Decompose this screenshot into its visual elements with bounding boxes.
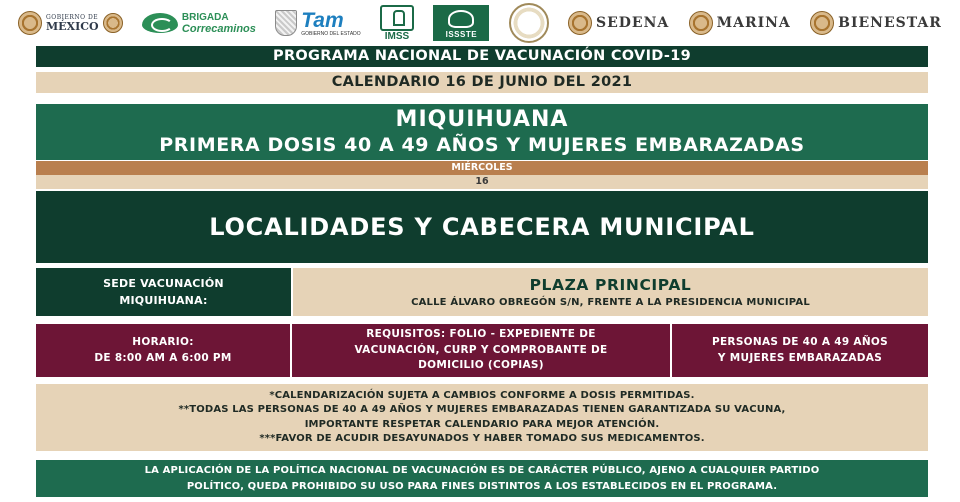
sedena-logo bbox=[568, 11, 669, 35]
target-group-title: PRIMERA DOSIS 40 A 49 AÑOS Y MUJERES EMBARAZADAS bbox=[159, 133, 805, 156]
calendar-date-title: CALENDARIO 16 DE JUNIO DEL 2021 bbox=[36, 72, 928, 93]
legal-disclaimer bbox=[36, 460, 928, 497]
marina-logo-text: MARINA bbox=[716, 15, 791, 31]
brigada-logo-line2: Correcaminos bbox=[181, 22, 256, 35]
target-line1: PERSONAS DE 40 A 49 AÑOS bbox=[711, 335, 889, 348]
bienestar-logo-text: BIENESTAR bbox=[838, 15, 942, 31]
sedena-seal-icon bbox=[568, 11, 592, 35]
marina-logo bbox=[689, 11, 791, 35]
tam-logo-text: Tam bbox=[301, 8, 344, 32]
tamaulipas-logo bbox=[275, 10, 360, 37]
note-line: ***FAVOR DE ACUDIR DESAYUNADOS Y HABER TOMADO SUS MEDICAMENTOS. bbox=[259, 432, 705, 444]
site-label-line1: SEDE VACUNACIÓN bbox=[103, 276, 224, 290]
brigada-correcaminos-logo bbox=[142, 12, 256, 35]
roadrunner-icon bbox=[142, 13, 178, 33]
requirements-line1: REQUISITOS: FOLIO - EXPEDIENTE DE bbox=[366, 327, 596, 340]
venue-address: CALLE ÁLVARO OBREGÓN S/N, FRENTE A LA PRESIDENCIA MUNICIPAL bbox=[411, 297, 810, 308]
national-seal-icon bbox=[18, 11, 42, 35]
imss-logo-text: IMSS bbox=[384, 30, 410, 42]
site-label-line2: MIQUIHUANA: bbox=[119, 294, 208, 307]
issste-logo-text: ISSSTE bbox=[445, 30, 478, 39]
municipality-name: MIQUIHUANA bbox=[395, 107, 569, 133]
target-population-cell bbox=[672, 324, 928, 377]
schedule-value: DE 8:00 AM A 6:00 PM bbox=[94, 351, 232, 364]
venue-name: PLAZA PRINCIPAL bbox=[529, 276, 692, 294]
bienestar-seal-icon bbox=[810, 11, 834, 35]
schedule-cell bbox=[36, 324, 290, 377]
municipality-banner bbox=[36, 104, 928, 160]
marina-seal-icon bbox=[689, 11, 713, 35]
imss-emblem-icon bbox=[380, 5, 414, 31]
notes-box bbox=[36, 384, 928, 451]
program-title: PROGRAMA NACIONAL DE VACUNACIÓN COVID-19 bbox=[36, 46, 928, 67]
note-line: *CALENDARIZACIÓN SUJETA A CAMBIOS CONFORME A DOSIS PERMITIDAS. bbox=[269, 390, 695, 402]
schedule-label: HORARIO: bbox=[132, 335, 194, 348]
disclaimer-line: POLÍTICO, QUEDA PROHIBIDO SU USO PARA FINES DISTINTOS A LOS ESTABLECIDOS EN EL PROGRAMA. bbox=[186, 480, 778, 492]
vaccination-site-row bbox=[36, 268, 928, 316]
state-shield-icon bbox=[275, 10, 297, 36]
disclaimer-line: LA APLICACIÓN DE LA POLÍTICA NACIONAL DE VACUNACIÓN ES DE CARÁCTER PÚBLICO, AJENO A CUALQUIER PARTIDO bbox=[144, 464, 820, 476]
defense-seal-logo bbox=[509, 3, 549, 43]
bienestar-logo bbox=[810, 11, 942, 35]
brigada-logo-line1: BRIGADA bbox=[181, 11, 229, 23]
site-value-cell bbox=[293, 268, 928, 316]
tam-logo-subtext: GOBIERNO DEL ESTADO bbox=[301, 30, 361, 37]
gobierno-de-mexico-logo bbox=[18, 11, 123, 35]
eagle-icon bbox=[448, 10, 474, 28]
logo-bar bbox=[18, 4, 942, 42]
imss-logo bbox=[380, 5, 414, 42]
requirements-cell bbox=[292, 324, 670, 377]
defense-seal-icon bbox=[509, 3, 549, 43]
info-row bbox=[36, 324, 928, 377]
target-line2: Y MUJERES EMBARAZADAS bbox=[717, 351, 883, 364]
sedena-logo-text: SEDENA bbox=[596, 15, 670, 31]
localities-banner: LOCALIDADES Y CABECERA MUNICIPAL bbox=[36, 191, 928, 263]
note-line: IMPORTANTE RESPETAR CALENDARIO PARA MEJOR ATENCIÓN. bbox=[304, 418, 660, 430]
requirements-line2: VACUNACIÓN, CURP Y COMPROBANTE DE bbox=[354, 343, 608, 356]
note-line: **TODAS LAS PERSONAS DE 40 A 49 AÑOS Y MUJERES EMBARAZADAS TIENEN GARANTIZADA SU VACUNA, bbox=[178, 404, 786, 416]
requirements-line3: DOMICILIO (COPIAS) bbox=[418, 359, 544, 372]
weekday-label: MIÉRCOLES bbox=[36, 161, 928, 175]
gobierno-logo-line2: MÉXICO bbox=[46, 19, 99, 33]
site-label-cell bbox=[36, 268, 291, 316]
gobierno-logo-line1: GOBIERNO DE bbox=[46, 13, 99, 21]
secondary-seal-icon bbox=[103, 13, 123, 33]
day-number-label: 16 bbox=[36, 175, 928, 189]
issste-logo bbox=[433, 5, 489, 41]
